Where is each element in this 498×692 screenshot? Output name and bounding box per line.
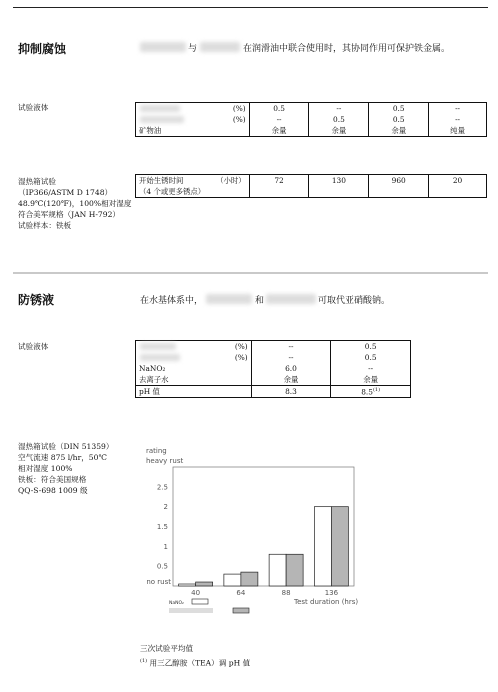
y-tick-label: 2 (163, 503, 168, 512)
test-desc-line: 试验样本：铁板 (18, 221, 72, 230)
table-cell: 0.5 (309, 114, 369, 125)
table-cell: 余量 (309, 125, 369, 137)
table-cell: 960 (369, 175, 429, 187)
x-axis (191, 589, 338, 597)
test-desc-line: 符合美军规格（JAN H-792） (18, 210, 121, 219)
footnote-mark: (1) (140, 658, 148, 664)
empty-cell (249, 186, 309, 198)
bar (196, 582, 213, 586)
unit-cell (215, 363, 251, 374)
legend-swatch (192, 599, 208, 604)
unit-cell: (%) (215, 352, 251, 363)
footnote-ph (140, 656, 250, 669)
test-desc-line: （IP366/ASTM D 1748） (18, 188, 113, 197)
legend-swatch (233, 608, 249, 613)
section1-intro-tail: 在润滑油中联合使用时，其协同作用可保护铁金属。 (243, 44, 451, 54)
test-fluid-label-2: 试验液体 (18, 342, 49, 351)
table-cell: 0.5 (331, 341, 411, 353)
table-cell: -- (251, 341, 331, 353)
table-cell: 0.5 (369, 103, 429, 115)
bar (331, 507, 348, 586)
chart-ylabel-bottom: heavy rust (146, 457, 184, 465)
redacted-row-label (140, 105, 180, 112)
table-cell: 0.5 (331, 352, 411, 363)
rust-rating-chart (140, 440, 370, 630)
table-row (136, 374, 411, 386)
table-row (136, 341, 411, 353)
table-row (136, 386, 411, 398)
test-desc-line: 相对湿度 100% (18, 464, 73, 473)
table-cell: -- (309, 103, 369, 115)
test-description-2 (18, 441, 113, 496)
table-row (136, 114, 487, 125)
table-cell: 20 (429, 175, 487, 187)
redacted-product-3 (206, 294, 252, 304)
footnote-average: 三次试验平均值 (140, 644, 194, 653)
table-cell: -- (249, 114, 309, 125)
test-desc-line: 空气流速 875 l/hr，50℃ (18, 453, 107, 462)
test-description-1 (18, 176, 131, 231)
unit-cell: （小时） (212, 175, 249, 187)
section2-intro-tail: 可取代亚硝酸钠。 (318, 296, 391, 306)
table-row (136, 103, 487, 115)
y-axis (146, 483, 171, 586)
bar (241, 572, 258, 586)
chart-ylabel-top: rating (146, 447, 167, 455)
top-rule (13, 7, 488, 8)
rust-time-table (135, 174, 487, 198)
table-cell: 0.5 (369, 114, 429, 125)
footnote-mark: (1) (372, 386, 381, 393)
ph-value: 8.5 (361, 387, 373, 397)
redacted-product-4 (266, 294, 316, 304)
y-tick-label: 1 (163, 542, 168, 551)
test-desc-line: 48.9℃(120℉)，100%相对湿度 (18, 199, 132, 208)
bars (179, 507, 349, 586)
table-row (136, 175, 487, 187)
legend-label: NaNO₂ (169, 601, 184, 606)
section1-intro-mid: 与 (188, 44, 198, 54)
section1-title: 抑制腐蚀 (18, 42, 67, 56)
x-tick-label: 64 (236, 589, 246, 597)
unit-cell (212, 125, 249, 137)
y-min-label: no rust (146, 578, 171, 586)
row-label: 去离子水 (136, 374, 216, 386)
unit-cell: (%) (212, 103, 249, 115)
table-cell: -- (429, 114, 487, 125)
table-cell: 6.0 (251, 363, 331, 374)
table-cell: 余量 (249, 125, 309, 137)
table-cell: 72 (249, 175, 309, 187)
bar (224, 574, 241, 586)
empty-cell (309, 186, 369, 198)
table-cell: 余量 (331, 374, 411, 386)
rust-time-sublabel: （4 个或更多锈点） (136, 186, 250, 198)
table-cell: 0.5 (249, 103, 309, 115)
table-cell: -- (251, 352, 331, 363)
table-cell: 余量 (251, 374, 331, 386)
table-cell: 130 (309, 175, 369, 187)
row-label: NaNO₂ (136, 363, 216, 374)
redacted-row-label (140, 354, 180, 361)
table-cell: -- (331, 363, 411, 374)
ph-label: pH 值 (136, 386, 252, 398)
y-tick-label: 1.5 (156, 523, 168, 531)
table-cell: -- (429, 103, 487, 115)
test-desc-line: QQ-S-698 1009 级 (18, 486, 88, 495)
unit-cell (215, 374, 251, 386)
x-tick-label: 88 (281, 589, 291, 597)
table-row (136, 186, 487, 198)
y-tick-label: 0.5 (156, 562, 168, 571)
test-desc-line: 湿热箱试验（DIN 51359） (18, 442, 114, 451)
table-row (136, 125, 487, 137)
section2-intro-head: 在水基体系中， (140, 296, 204, 306)
test-desc-line: 湿热箱试验 (18, 177, 56, 186)
table-cell: 纯量 (429, 125, 487, 137)
composition-table-2 (135, 340, 411, 398)
redacted-product-1 (140, 42, 186, 52)
x-tick-label: 136 (324, 589, 339, 597)
x-tick-label: 40 (191, 589, 201, 597)
table-cell (331, 386, 411, 398)
bar (286, 554, 303, 586)
footnote-text: 用三乙醇胺（TEA）调 pH 值 (149, 658, 251, 668)
redacted-product-2 (200, 42, 240, 52)
row-label: 矿物油 (136, 125, 213, 137)
section-divider (13, 272, 488, 274)
chart-xlabel: Test duration (hrs) (294, 598, 359, 606)
redacted-row-label (140, 343, 176, 350)
unit-cell: (%) (215, 341, 251, 353)
test-desc-line: 铁板：符合美国规格 (18, 475, 87, 484)
bar (269, 554, 286, 586)
unit-cell: (%) (212, 114, 249, 125)
empty-cell (369, 186, 429, 198)
y-tick-label: 2.5 (156, 483, 168, 492)
redacted-row-label (140, 116, 184, 123)
table-cell: 8.3 (251, 386, 331, 398)
redacted-legend-label (169, 608, 213, 613)
rust-time-label: 开始生锈时间 (136, 175, 213, 187)
table-row (136, 363, 411, 374)
composition-table-1 (135, 102, 487, 137)
empty-cell (429, 186, 487, 198)
chart-legend (169, 599, 249, 613)
bar (179, 584, 196, 586)
table-cell: 余量 (369, 125, 429, 137)
section2-title: 防锈液 (18, 293, 55, 307)
test-fluid-label-1: 试验液体 (18, 103, 49, 112)
section2-intro-mid: 和 (255, 296, 265, 306)
bar (314, 507, 331, 586)
